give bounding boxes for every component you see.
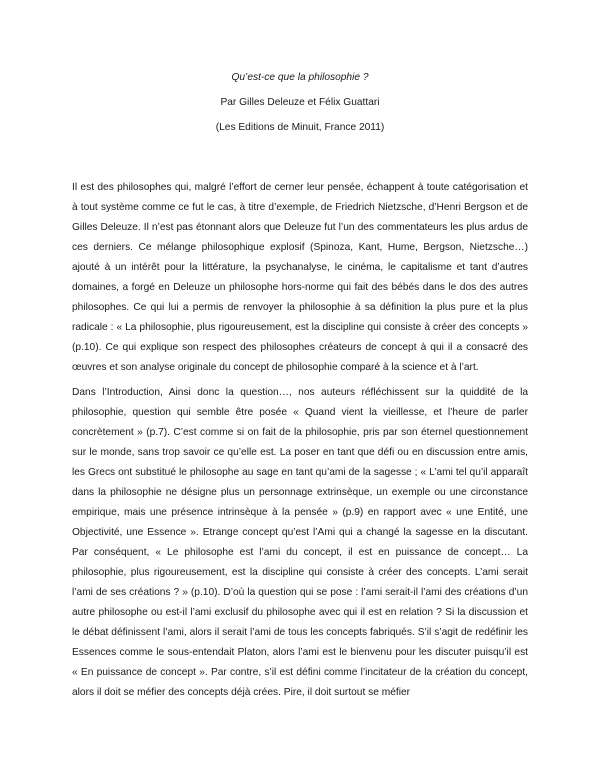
body-paragraph: Dans l’Introduction, Ainsi donc la question…, nos auteurs réfléchissent sur la quiddité de la philosophie, question qui semble être posée « Quand vient la vieillesse, et l’heure de parler concrètement » (p.7). C’est comme si on fait de la philosophie, pris par son éternel questionnement sur le monde, sans trop savoir ce qu’elle est. La poser en tant que défi ou en discussion entre amis, les Grecs ont substitué le philosophe au sage en tant qu’ami de la sagesse ; « L’ami tel qu’il apparaît dans la philosophie ne désigne plus un personnage extrinsèque, un exemple ou une circonstance empirique, mais une présence intrinsèque à la pensée » (p.9) en rapport avec « une Entité, une Objectivité, une Essence ». Etrange concept qu’est l’Ami qui a changé la sagesse en la discutant. Par conséquent, « Le philosophe est l’ami du concept, il est en puissance de concept… La philosophie, plus rigoureusement, est la discipline qui consiste à créer des concepts. L’ami serait l’ami de ses créations ? » (p.10). D’où la question qui se pose : l’ami serait-il l’ami des créations d’un autre philosophe ou est-il l’ami exclusif du philosophe avec qui il est en relation ? Si la discussion et le débat définissent l’ami, alors il serait l’ami de tous les concepts fabriqués. S’il s’agit de redéfinir les Essences comme le sous-entendait Platon, alors l’ami est le bienvenu pour les discuter puisqu’il est « En puissance de concept ». Par contre, s’il est défini comme l’incitateur de la création du concept, alors il doit se méfier des concepts déjà crées. Pire, il doit surtout se méfier <box>72 387 528 699</box>
document-publisher: (Les Editions de Minuit, France 2011) <box>215 122 385 133</box>
document-title: Qu’est-ce que la philosophie ? <box>231 72 369 83</box>
body-paragraph: Il est des philosophes qui, malgré l’effort de cerner leur pensée, échappent à toute catégorisation et à tout système comme ce fut le cas, à titre d’exemple, de Friedrich Nietzsche, d’Henri Bergson et de Gilles Deleuze. Il n’est pas étonnant alors que Deleuze fut l’un des commentateurs les plus ardus de ces derniers. Ce mélange philosophique explosif (Spinoza, Kant, Hume, Bergson, Nietzsche…) ajouté à un intérêt pour la littérature, la psychanalyse, le cinéma, le capitalisme et tant d’autres domaines, a forgé en Deleuze un philosophe hors-norme qui fait des bébés dans le dos des autres philosophes. Ce qui lui a permis de renvoyer la philosophie à sa définition la plus pure et la plus radicale : « La philosophie, plus rigoureusement, est la discipline qui consiste à créer des concepts » (p.10). Ce qui explique son respect des philosophes créateurs de concept à qui il a consacré des œuvres et son analyse originale du concept de philosophie comparé à la science et à l’art. <box>72 182 528 374</box>
document-authors: Par Gilles Deleuze et Félix Guattari <box>220 97 380 108</box>
